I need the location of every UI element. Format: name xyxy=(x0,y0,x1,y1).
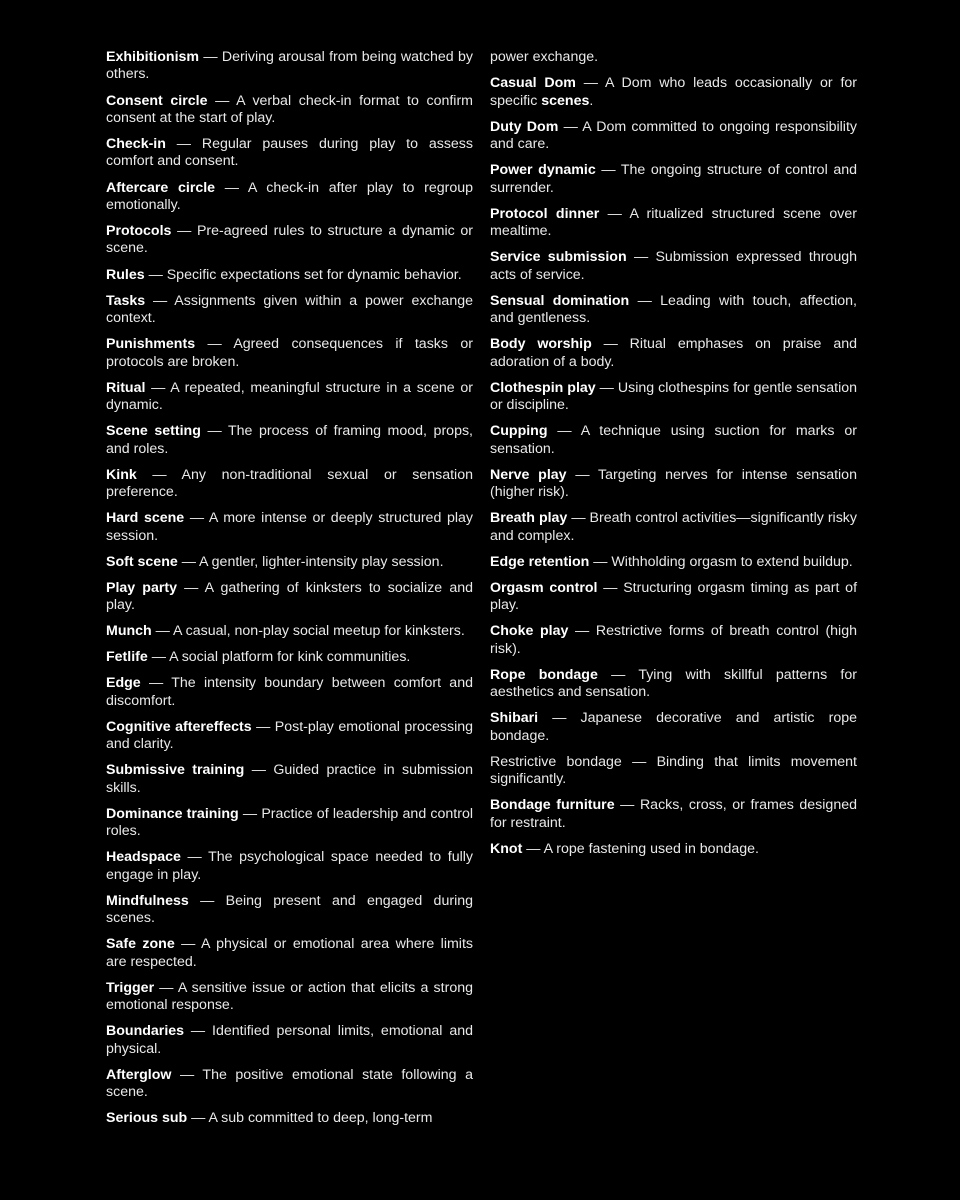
glossary-entry xyxy=(490,162,857,197)
entry-separator: — xyxy=(140,675,172,692)
entry-term: Headspace xyxy=(106,849,181,866)
entry-term: Knot xyxy=(490,840,523,857)
entry-definition: Targeting nerves for intense sensation (higher risk). xyxy=(490,466,857,500)
glossary-right-column xyxy=(490,49,857,867)
entry-term: Restrictive bondage xyxy=(490,753,622,770)
glossary-entry xyxy=(106,554,473,571)
entry-separator: — xyxy=(165,136,202,152)
glossary-entry xyxy=(106,267,473,284)
glossary-entry-continuation xyxy=(490,49,857,66)
glossary-entry xyxy=(106,1110,473,1127)
entry-definition: A physical or emotional area where limits are respected. xyxy=(106,936,473,970)
entry-term: Exhibitionism xyxy=(106,49,200,65)
entry-separator: — xyxy=(251,718,275,735)
entry-definition: A Dom committed to ongoing responsibility and care. xyxy=(490,118,857,152)
entry-definition: Japanese decorative and artistic rope bondage. xyxy=(490,710,858,744)
glossary-entry xyxy=(106,623,473,640)
entry-definition: A ritualized structured scene over mealtime. xyxy=(490,205,857,239)
entry-definition: The ongoing structure of control and surrender. xyxy=(490,162,857,196)
entry-term: Soft scene xyxy=(106,553,178,570)
entry-definition: Identified personal limits, emotional and physical. xyxy=(106,1023,473,1057)
glossary-entry xyxy=(106,849,473,884)
entry-separator: — xyxy=(147,649,170,666)
entry-separator: — xyxy=(547,423,581,440)
entry-definition: Regular pauses during play to assess comfort and consent. xyxy=(106,136,473,170)
entry-definition: Using clothespins for gentle sensation or discipline. xyxy=(490,379,858,413)
entry-separator: — xyxy=(558,118,583,135)
entry-term: Submissive training xyxy=(106,762,245,779)
entry-term: Sensual domination xyxy=(490,292,630,309)
entry-term: Cognitive aftereffects xyxy=(106,718,252,735)
glossary-entry xyxy=(490,119,857,154)
glossary-entry xyxy=(490,841,857,858)
entry-definition: A technique using suction for marks or sensation. xyxy=(490,423,857,457)
entry-term: Fetlife xyxy=(106,649,148,666)
glossary-entry xyxy=(490,75,857,110)
glossary-entry xyxy=(106,223,473,258)
glossary-entry xyxy=(490,467,857,502)
entry-separator: — xyxy=(151,623,174,640)
entry-term: Boundaries xyxy=(106,1023,185,1040)
entry-definition: Post-play emotional processing and clarity. xyxy=(106,718,473,753)
entry-separator: — xyxy=(597,666,639,683)
entry-term: Power dynamic xyxy=(490,162,596,179)
entry-definition-emphasis: scenes xyxy=(541,92,590,109)
glossary-entry xyxy=(106,980,473,1015)
entry-separator: — xyxy=(538,710,581,727)
entry-term: Kink xyxy=(106,466,137,483)
entry-definition: A check-in after play to regroup emotionally. xyxy=(106,179,473,213)
glossary-entry xyxy=(106,467,473,502)
entry-term: Orgasm control xyxy=(490,579,598,596)
entry-separator: — xyxy=(567,510,590,527)
entry-term: Cupping xyxy=(490,423,548,440)
entry-separator: — xyxy=(174,936,201,953)
glossary-entry xyxy=(106,293,473,328)
entry-definition: A more intense or deeply structured play session. xyxy=(106,510,474,544)
entry-definition: A gentler, lighter-intensity play session. xyxy=(199,553,444,570)
entry-separator: — xyxy=(200,423,228,440)
entry-separator: — xyxy=(171,223,197,239)
entry-term: Consent circle xyxy=(106,92,208,109)
glossary-entry xyxy=(490,249,857,284)
glossary-entry xyxy=(490,293,857,328)
entry-definition: Tying with skillful patterns for aesthetics and sensation. xyxy=(490,666,857,701)
entry-separator: — xyxy=(595,162,621,179)
entry-term: Play party xyxy=(106,579,178,596)
glossary-entry xyxy=(106,936,473,971)
glossary-entry xyxy=(106,180,473,215)
glossary-entry xyxy=(106,719,473,754)
glossary-entry xyxy=(490,797,857,832)
entry-term: Breath play xyxy=(490,510,568,527)
glossary-entry xyxy=(106,893,473,928)
entry-definition: Leading with touch, affection, and gentleness. xyxy=(490,292,857,326)
entry-separator: — xyxy=(188,892,226,909)
entry-separator: — xyxy=(591,336,630,353)
glossary-entry xyxy=(106,762,473,797)
entry-term: Choke play xyxy=(490,623,569,640)
entry-separator: — xyxy=(566,466,598,483)
entry-definition: A rope fastening used in bondage. xyxy=(543,840,759,857)
entry-definition: Withholding orgasm to extend buildup. xyxy=(611,553,853,570)
entry-definition: Being present and engaged during scenes. xyxy=(106,892,473,927)
glossary-entry xyxy=(106,806,473,841)
entry-term: Shibari xyxy=(490,710,539,727)
entry-definition: Breath control activities—significantly risky and complex. xyxy=(490,510,857,544)
entry-separator: — xyxy=(589,553,612,570)
entry-term: Rules xyxy=(106,266,145,283)
entry-definition: A verbal check-in format to confirm consent at the start of play. xyxy=(106,92,473,126)
glossary-entry xyxy=(490,754,857,789)
entry-definition: The process of framing mood, props, and roles. xyxy=(106,423,473,457)
entry-separator: — xyxy=(614,797,640,814)
entry-definition-end: . xyxy=(589,92,594,109)
entry-definition: Agreed consequences if tasks or protocols are broken. xyxy=(106,336,473,370)
entry-definition: Guided practice in submission skills. xyxy=(106,762,473,796)
entry-definition: Pre-agreed rules to structure a dynamic or scene. xyxy=(106,223,473,257)
glossary-entry xyxy=(490,580,857,615)
entry-separator: — xyxy=(136,466,182,483)
entry-term: Ritual xyxy=(106,379,146,396)
entry-definition: power exchange. xyxy=(490,49,599,65)
entry-definition: A social platform for kink communities. xyxy=(169,649,411,666)
glossary-entry xyxy=(106,423,473,458)
glossary-entry xyxy=(106,510,473,545)
entry-definition: Any non-traditional sexual or sensation preference. xyxy=(106,466,473,500)
glossary-entry xyxy=(106,380,473,415)
entry-separator: — xyxy=(195,336,234,353)
entry-separator: — xyxy=(244,762,274,779)
entry-separator: — xyxy=(154,979,178,996)
entry-definition: The positive emotional state following a scene. xyxy=(106,1066,473,1101)
glossary-entry xyxy=(106,136,473,171)
glossary-entry xyxy=(490,623,857,658)
glossary-entry xyxy=(106,1067,473,1102)
entry-term: Munch xyxy=(106,623,152,640)
entry-term: Mindfulness xyxy=(106,892,189,909)
entry-definition: Restrictive forms of breath control (high risk). xyxy=(490,623,857,657)
entry-definition: Practice of leadership and control roles. xyxy=(106,805,474,840)
entry-separator: — xyxy=(180,849,209,866)
entry-term: Aftercare circle xyxy=(106,179,216,196)
entry-definition: Specific expectations set for dynamic behavior. xyxy=(166,266,462,283)
glossary-entry xyxy=(490,554,857,571)
glossary-left-column xyxy=(106,49,473,1136)
entry-separator: — xyxy=(215,179,248,196)
entry-definition: Structuring orgasm timing as part of play. xyxy=(490,579,858,614)
glossary-entry xyxy=(106,580,473,615)
glossary-entry xyxy=(490,710,857,745)
entry-definition: A Dom who leads occasionally or for specific xyxy=(490,75,857,109)
entry-separator: — xyxy=(145,292,175,309)
entry-term: Service submission xyxy=(490,249,627,266)
entry-definition: A casual, non-play social meetup for kinksters. xyxy=(173,623,465,640)
entry-separator: — xyxy=(187,1110,209,1127)
entry-term: Edge xyxy=(106,675,141,692)
entry-term: Rope bondage xyxy=(490,666,598,683)
entry-definition: Deriving arousal from being watched by others. xyxy=(106,49,473,83)
entry-term: Punishments xyxy=(106,336,196,353)
entry-separator: — xyxy=(177,553,200,570)
entry-definition: A repeated, meaningful structure in a scene or dynamic. xyxy=(106,379,473,413)
entry-separator: — xyxy=(207,92,237,109)
entry-term: Protocol dinner xyxy=(490,205,600,222)
glossary-entry xyxy=(106,93,473,128)
entry-separator: — xyxy=(144,266,167,283)
entry-separator: — xyxy=(522,840,544,857)
entry-separator: — xyxy=(629,292,661,309)
entry-definition: The intensity boundary between comfort and discomfort. xyxy=(106,675,473,709)
entry-term: Body worship xyxy=(490,336,592,353)
glossary-entry xyxy=(490,667,857,702)
entry-separator: — xyxy=(171,1066,203,1083)
entry-term: Check-in xyxy=(106,136,166,152)
entry-definition: A gathering of kinksters to socialize and play. xyxy=(106,579,473,614)
entry-separator: — xyxy=(184,510,209,527)
entry-definition: Racks, cross, or frames designed for restraint. xyxy=(490,797,857,831)
entry-term: Tasks xyxy=(106,292,146,309)
entry-term: Afterglow xyxy=(106,1066,172,1083)
entry-separator: — xyxy=(575,75,605,92)
entry-definition: The psychological space needed to fully engage in play. xyxy=(106,849,473,883)
glossary-entry xyxy=(106,336,473,371)
entry-definition: Binding that limits movement significantly. xyxy=(490,753,857,788)
glossary-entry xyxy=(490,380,857,415)
entry-term: Nerve play xyxy=(490,466,567,483)
entry-term: Safe zone xyxy=(106,936,175,953)
entry-separator: — xyxy=(568,623,596,640)
entry-separator: — xyxy=(595,379,618,396)
entry-term: Casual Dom xyxy=(490,75,576,92)
entry-separator: — xyxy=(177,579,205,596)
glossary-entry xyxy=(106,1023,473,1058)
entry-separator: — xyxy=(238,805,262,822)
glossary-entry xyxy=(490,423,857,458)
entry-term: Serious sub xyxy=(106,1110,188,1127)
glossary-entry xyxy=(106,49,473,84)
entry-term: Protocols xyxy=(106,223,172,239)
entry-definition: Submission expressed through acts of service. xyxy=(490,249,858,283)
glossary-entry xyxy=(490,336,857,371)
entry-term: Bondage furniture xyxy=(490,797,615,814)
entry-definition: Assignments given within a power exchange context. xyxy=(106,292,473,326)
entry-separator: — xyxy=(199,49,222,65)
entry-separator: — xyxy=(621,753,657,770)
entry-definition: Ritual emphases on praise and adoration of a body. xyxy=(490,336,857,370)
entry-separator: — xyxy=(626,249,656,266)
entry-definition: A sub committed to deep, long-term xyxy=(208,1110,433,1127)
entry-term: Edge retention xyxy=(490,553,590,570)
glossary-entry xyxy=(490,206,857,241)
entry-term: Duty Dom xyxy=(490,118,559,135)
glossary-entry xyxy=(106,649,473,666)
glossary-entry xyxy=(490,510,857,545)
entry-separator: — xyxy=(145,379,171,396)
entry-term: Trigger xyxy=(106,979,155,996)
glossary-entry xyxy=(106,675,473,710)
entry-term: Scene setting xyxy=(106,423,201,440)
entry-term: Dominance training xyxy=(106,805,239,822)
entry-separator: — xyxy=(597,579,624,596)
entry-definition: A sensitive issue or action that elicits a strong emotional response. xyxy=(106,979,473,1014)
entry-term: Clothespin play xyxy=(490,379,596,396)
entry-separator: — xyxy=(184,1023,213,1040)
entry-separator: — xyxy=(599,205,630,222)
entry-term: Hard scene xyxy=(106,510,185,527)
